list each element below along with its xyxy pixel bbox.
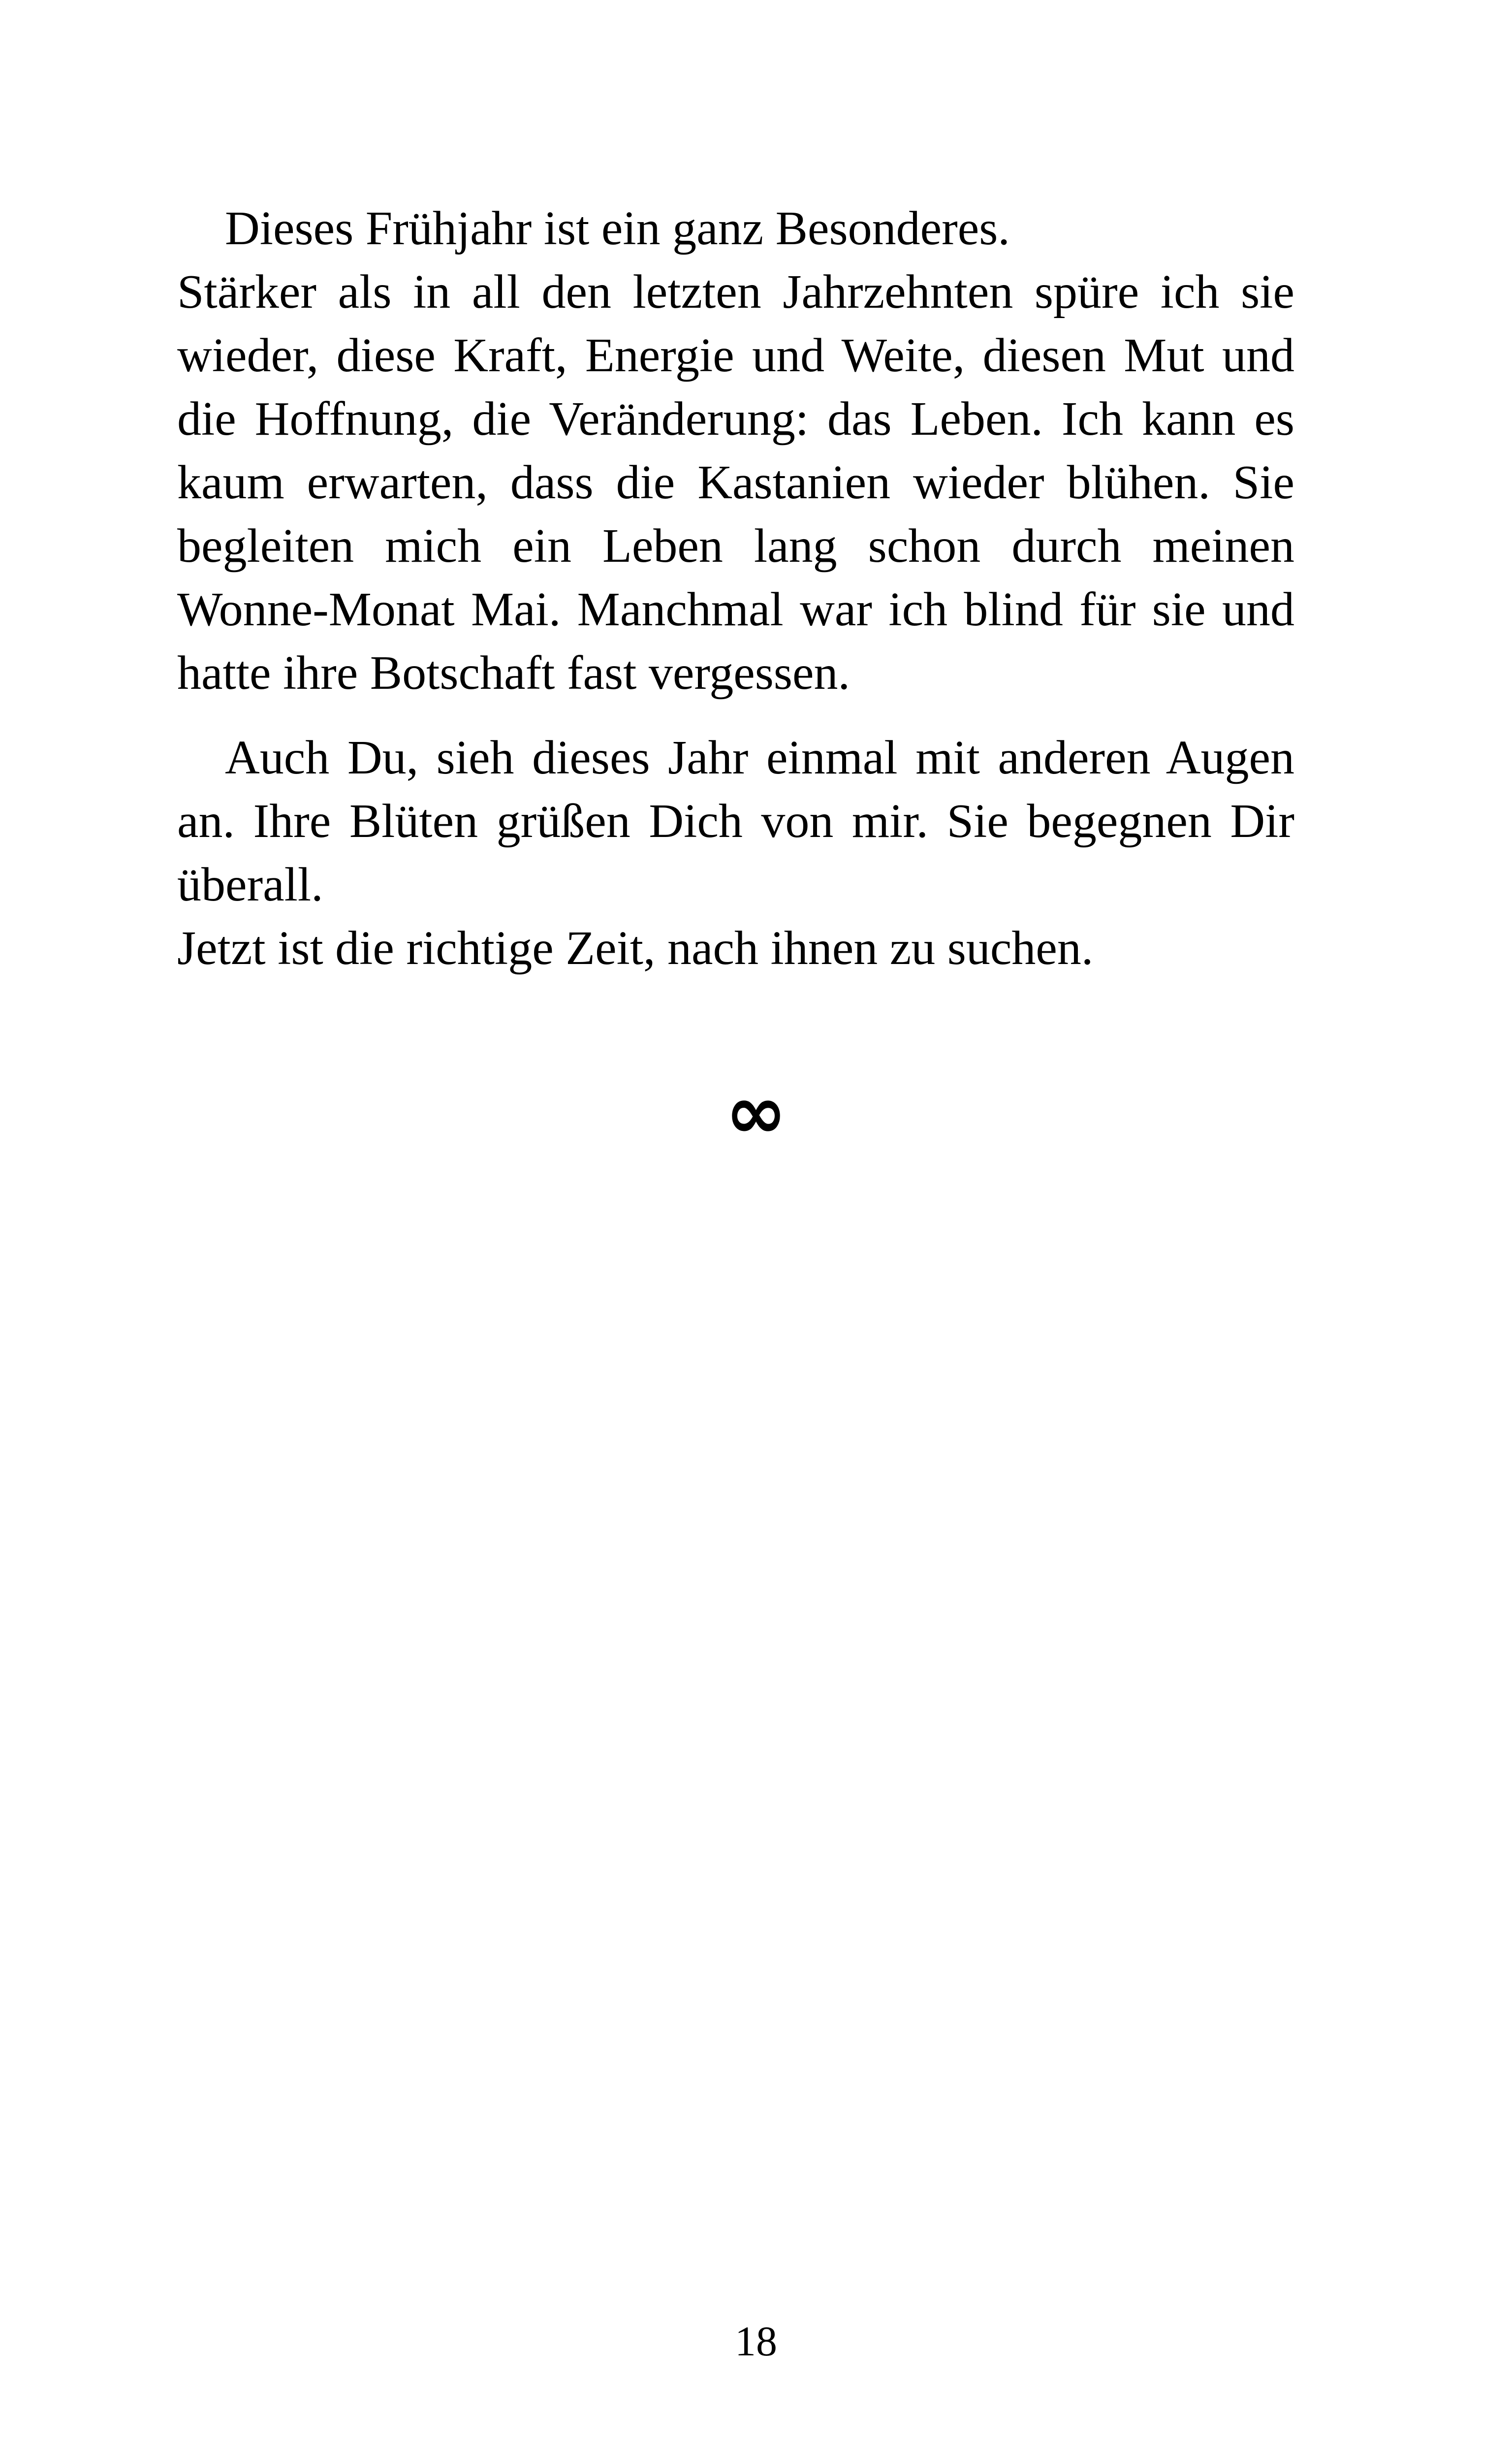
- page-number: 18: [735, 2317, 777, 2365]
- paragraph-1-body: Stärker als in all den letzten Jahrzehnten spüre ich sie wieder, diese Kraft, Energie und Weite, diesen Mut und die Hoffnung, die Veränderung: das Leben. Ich kann es kaum erwarten, dass die Kastanien wieder blühen. Sie begleiten mich ein Leben lang schon durch meinen Wonne-Monat Mai. Manchmal war ich blind für sie und hatte ihre Botschaft fast vergessen.: [177, 265, 1294, 700]
- paragraph-2-body: Auch Du, sieh dieses Jahr einmal mit anderen Augen an. Ihre Blüten grüßen Dich von mir. Sie begegnen Dir überall.: [177, 731, 1294, 911]
- paragraph-1-opening-line: Dieses Frühjahr ist ein ganz Besonderes.: [225, 202, 1010, 255]
- paragraph-2-closing-line: Jetzt ist die richtige Zeit, nach ihnen zu suchen.: [177, 922, 1094, 975]
- body-text: [177, 197, 1294, 980]
- infinity-icon: ∞: [725, 1070, 787, 1156]
